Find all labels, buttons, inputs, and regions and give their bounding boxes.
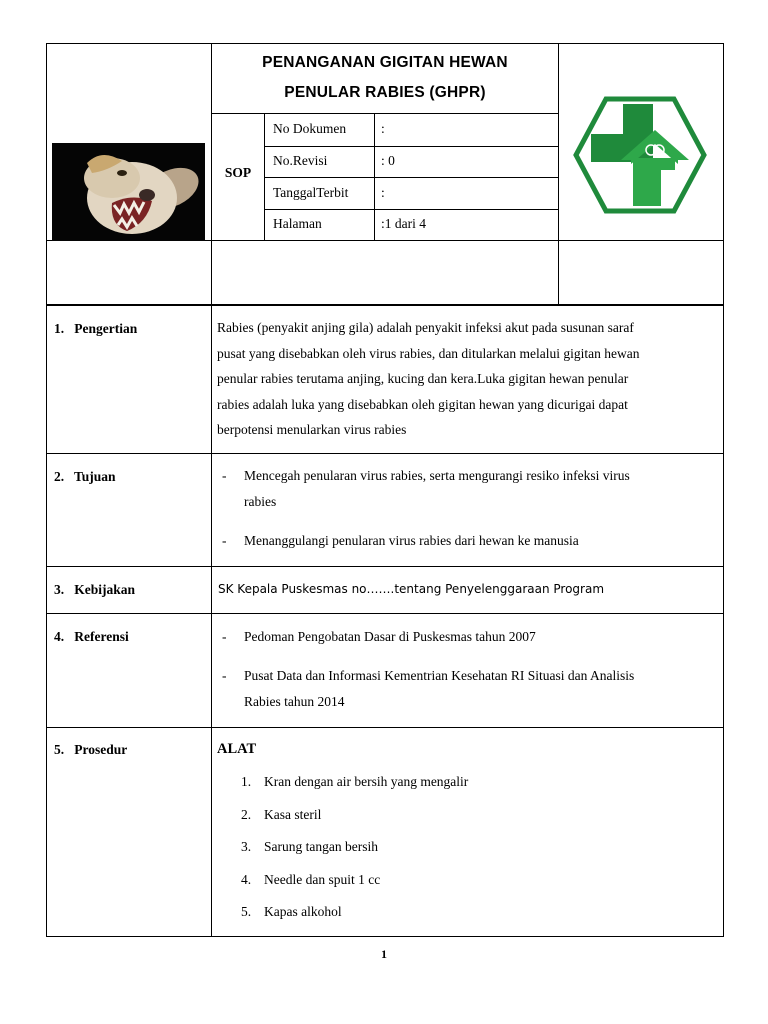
section-label-tujuan: 2. Tujuan (54, 469, 116, 484)
prosedur-item-5: Kapas alkohol (264, 904, 342, 919)
document-title-line2: PENULAR RABIES (GHPR) (284, 84, 486, 101)
prosedur-item-4: Needle dan spuit 1 cc (264, 872, 381, 887)
tujuan-bullet-2: - (222, 533, 227, 548)
dog-photo (52, 143, 205, 241)
prosedur-item-5-number: 5. (241, 904, 252, 919)
tujuan-item-1-line-1: Mencegah penularan virus rabies, serta mengurangi resiko infeksi virus (244, 468, 630, 483)
sop-label: SOP (224, 165, 252, 180)
prosedur-heading: ALAT (217, 741, 257, 757)
puskesmas-logo-icon (573, 96, 707, 214)
document-title-line1: PENANGANAN GIGITAN HEWAN (262, 54, 508, 71)
referensi-item-2 (244, 663, 716, 714)
section-label-prosedur: 5. Prosedur (54, 742, 128, 757)
prosedur-item-4-number: 4. (241, 872, 252, 887)
prosedur-item-2: Kasa steril (264, 807, 322, 822)
revision-label: No.Revisi (273, 153, 328, 168)
doc-number-value: : (381, 121, 385, 136)
prosedur-item-2-number: 2. (241, 807, 252, 822)
tujuan-item-1 (244, 463, 716, 514)
tujuan-item-2: Menanggulangi penularan virus rabies dari hewan ke manusia (244, 533, 579, 548)
page-count-value: :1 dari 4 (381, 216, 426, 231)
section-label-pengertian: 1. Pengertian (54, 321, 138, 336)
page-count-label: Halaman (273, 216, 322, 231)
tujuan-bullet-1: - (222, 468, 227, 483)
kebijakan-text: SK Kepala Puskesmas no…….tentang Penyelenggaraan Program (218, 582, 605, 596)
pengertian-line-2: pusat yang disebabkan oleh virus rabies, dan ditularkan melalui gigitan hewan (217, 345, 640, 361)
prosedur-item-1-number: 1. (241, 774, 252, 789)
issue-date-value: : (381, 185, 385, 200)
pengertian-line-1: Rabies (penyakit anjing gila) adalah penyakit infeksi akut pada susunan saraf (217, 320, 634, 335)
section-label-referensi: 4. Referensi (54, 629, 129, 644)
revision-value: : 0 (381, 153, 395, 168)
pengertian-line-3: penular rabies terutama anjing, kucing dan kera.Luka gigitan hewan penular (217, 371, 629, 386)
referensi-bullet-1: - (222, 629, 227, 644)
prosedur-item-1: Kran dengan air bersih yang mengalir (264, 774, 469, 789)
pengertian-line-4: rabies adalah luka yang disebabkan oleh gigitan hewan yang dicurigai dapat (217, 396, 628, 412)
dog-snarling-icon (52, 143, 205, 241)
doc-number-label: No Dokumen (273, 121, 347, 136)
referensi-item-2-line-2: Rabies tahun 2014 (244, 693, 345, 709)
tujuan-item-1-line-2: rabies (244, 493, 277, 509)
page-number: 1 (381, 947, 387, 961)
section-label-kebijakan: 3. Kebijakan (54, 582, 136, 597)
prosedur-item-3: Sarung tangan bersih (264, 839, 378, 854)
puskesmas-logo (573, 96, 707, 214)
pengertian-text (217, 315, 716, 443)
referensi-item-1: Pedoman Pengobatan Dasar di Puskesmas tahun 2007 (244, 629, 536, 644)
referensi-item-2-line-1: Pusat Data dan Informasi Kementrian Kesehatan RI Situasi dan Analisis (244, 668, 635, 683)
prosedur-item-3-number: 3. (241, 839, 252, 854)
referensi-bullet-2: - (222, 668, 227, 683)
pengertian-line-5: berpotensi menularkan virus rabies (217, 422, 407, 437)
issue-date-label: TanggalTerbit (273, 185, 349, 200)
